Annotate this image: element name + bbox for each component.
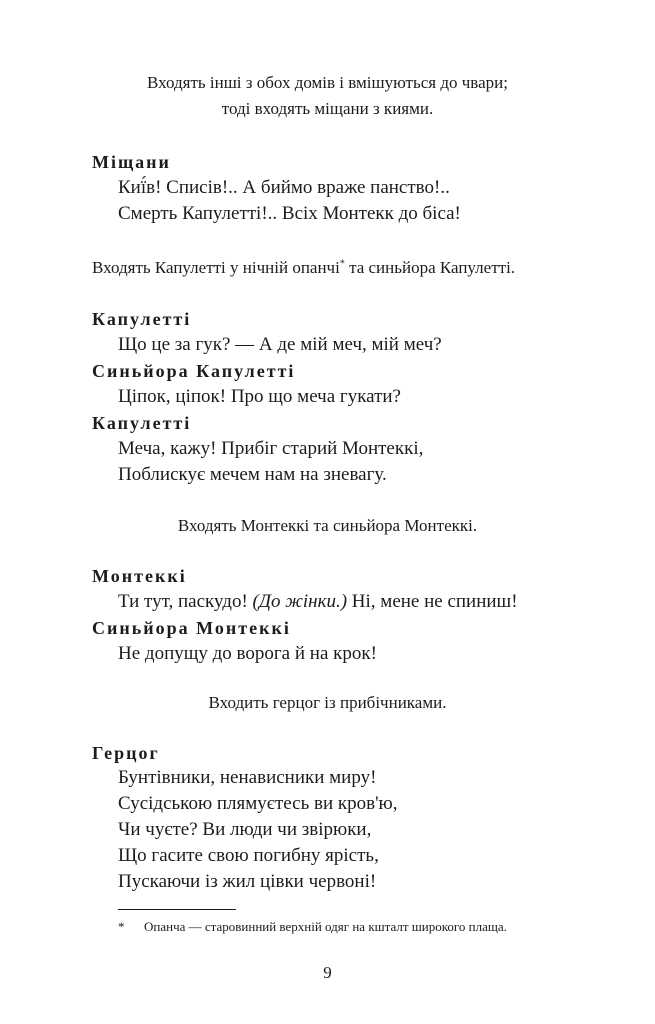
- speaker-name: Капулетті: [92, 413, 192, 433]
- verse-line: Поблискує мечем нам на зневагу.: [118, 464, 387, 485]
- stage-direction: [92, 255, 515, 281]
- verse-line: Меча, кажу! Прибіг старий Монтеккі,: [118, 438, 424, 459]
- footnote-text: Опанча — старовинний верхній одяг на кшталт широкого плаща.: [144, 919, 507, 934]
- speaker-name: Герцог: [92, 743, 160, 763]
- verse-block: [118, 436, 423, 488]
- footnote: [118, 918, 507, 936]
- verse-block: [118, 589, 518, 615]
- speaker-name: Міщани: [92, 152, 171, 172]
- footnote-divider: [118, 909, 236, 910]
- stage-direction: Входять Монтеккі та синьйора Монтеккі.: [177, 516, 478, 535]
- verse-line: Не допущу до ворога й на крок!: [118, 643, 377, 664]
- stage-direction-line: тоді входять міщани з киями.: [221, 99, 434, 118]
- verse-line: Чи чуєте? Ви люди чи звірюки,: [118, 819, 372, 840]
- verse-block: [118, 384, 401, 410]
- stage-direction: [0, 70, 655, 122]
- stage-direction-text: та синьйора Капулетті.: [344, 258, 516, 277]
- speaker-name: Синьйора Монтеккі: [92, 618, 291, 638]
- verse-block: [118, 175, 461, 227]
- verse-line: Ціпок, ціпок! Про що меча гукати?: [118, 386, 401, 407]
- speaker-name: Капулетті: [92, 309, 192, 329]
- verse-block: [118, 641, 377, 667]
- stage-direction: Входить герцог із прибічниками.: [208, 693, 447, 712]
- verse-line: Сусідською плямуєтесь ви кров'ю,: [118, 793, 398, 814]
- page-number: 9: [323, 963, 332, 982]
- verse-text: Ні, мене не спиниш!: [347, 591, 518, 612]
- verse-text: Ти тут, паскудо!: [118, 591, 253, 612]
- verse-block: [118, 765, 397, 895]
- footnote-mark: *: [118, 919, 125, 934]
- verse-line: Смерть Капулетті!.. Всіх Монтекк до біса!: [118, 203, 461, 224]
- verse-block: [118, 332, 442, 358]
- verse-line: Киї́в! Списів!.. А биймо враже панство!..: [118, 177, 450, 198]
- stage-aside: (До жінки.): [252, 591, 348, 612]
- speaker-name: Синьйора Капулетті: [92, 361, 296, 381]
- verse-line: [118, 589, 518, 615]
- verse-line: Що гасите свою погибну ярість,: [118, 845, 379, 866]
- verse-line: Пускаючи із жил цівки червоні!: [118, 871, 377, 892]
- verse-line: Бунтівники, ненависники миру!: [118, 767, 377, 788]
- stage-direction-text: Входять Капулетті у нічній опанчі: [92, 258, 340, 277]
- stage-direction-line: Входять інші з обох домів і вмішуються до чвари;: [147, 73, 508, 92]
- speaker-name: Монтеккі: [92, 566, 187, 586]
- footnote-reference: *: [339, 258, 345, 270]
- verse-line: Що це за гук? — А де мій меч, мій меч?: [118, 334, 442, 355]
